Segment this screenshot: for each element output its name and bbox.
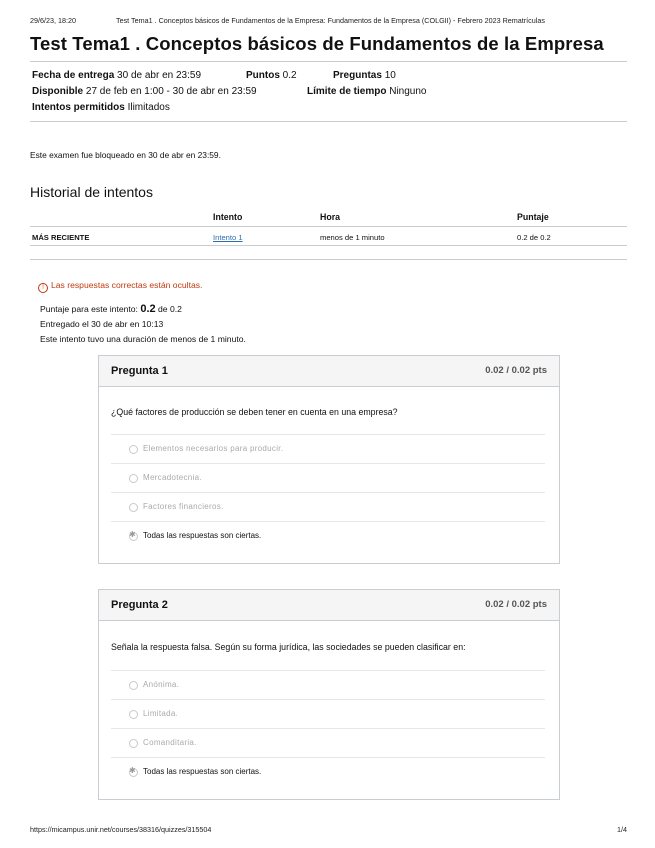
answer-label: Elementos necesarios para producir. (143, 444, 284, 453)
question-title: Pregunta 2 (111, 599, 168, 611)
question-points: 0.02 / 0.02 pts (485, 599, 547, 610)
answer-label: Mercadotecnia. (143, 473, 202, 482)
answer-option[interactable] (111, 670, 545, 699)
history-col-attempt: Intento (213, 212, 243, 222)
print-url: https://micampus.unir.net/courses/38316/quizzes/315504 (30, 825, 212, 834)
attempt-link[interactable]: Intento 1 (213, 233, 243, 242)
answer-label: Factores financieros. (143, 502, 224, 511)
radio-icon (129, 681, 138, 690)
question-card-1 (98, 355, 560, 564)
points-value: 0.2 (282, 70, 297, 81)
attempt-score: 0.2 de 0.2 (517, 233, 551, 242)
question-title: Pregunta 1 (111, 365, 168, 377)
hidden-answers-text: Las respuestas correctas están ocultas. (51, 280, 203, 290)
due-value: 30 de abr en 23:59 (117, 70, 202, 81)
question-text: ¿Qué factores de producción se deben tener en cuenta en una empresa? (111, 407, 398, 417)
attempt-score-summary (40, 303, 182, 315)
locked-notice: Este examen fue bloqueado en 30 de abr en 23:59. (30, 150, 221, 160)
question-header (99, 590, 559, 621)
due-date (32, 70, 201, 81)
points (246, 70, 297, 81)
questions-count (333, 70, 396, 81)
questions-label: Preguntas (333, 70, 382, 81)
history-row-divider (30, 245, 627, 246)
history-col-score: Puntaje (517, 212, 549, 222)
answer-label: Todas las respuestas son ciertas. (143, 531, 262, 540)
answer-label: Comanditaria. (143, 738, 197, 747)
history-bottom-divider (30, 259, 627, 260)
score-suffix: de 0.2 (158, 304, 182, 314)
due-label: Fecha de entrega (32, 70, 115, 81)
history-header-divider (30, 226, 627, 227)
answer-label: Anónima. (143, 680, 180, 689)
page-title: Test Tema1 . Conceptos básicos de Fundamentos de la Empresa (30, 33, 604, 54)
meta-divider (30, 121, 627, 122)
answer-option[interactable] (111, 463, 545, 492)
answer-option[interactable] (111, 699, 545, 728)
availability (32, 86, 257, 97)
question-card-2 (98, 589, 560, 800)
hidden-answers-notice (38, 280, 202, 293)
answer-option-selected[interactable] (111, 757, 545, 786)
title-divider (30, 61, 627, 62)
attempt-time: menos de 1 minuto (320, 233, 385, 242)
selected-radio-icon (129, 532, 138, 541)
radio-icon (129, 503, 138, 512)
allowed-attempts (32, 102, 170, 113)
answer-option-selected[interactable] (111, 521, 545, 550)
radio-icon (129, 739, 138, 748)
time-limit-label: Límite de tiempo (307, 86, 387, 97)
warning-icon: ! (38, 283, 48, 293)
questions-value: 10 (384, 70, 396, 81)
print-document-title: Test Tema1 . Conceptos básicos de Fundamentos de la Empresa: Fundamentos de la Empresa (COLGII) - Febrero 2023 Rematrículas (116, 16, 545, 25)
selected-radio-icon (129, 768, 138, 777)
answer-option[interactable] (111, 434, 545, 463)
available-label: Disponible (32, 86, 84, 97)
attempt-duration: Este intento tuvo una duración de menos de 1 minuto. (40, 334, 246, 344)
answer-option[interactable] (111, 492, 545, 521)
question-points: 0.02 / 0.02 pts (485, 365, 547, 376)
attempts-label: Intentos permitidos (32, 102, 125, 113)
points-label: Puntos (246, 70, 280, 81)
available-value: 27 de feb en 1:00 - 30 de abr en 23:59 (85, 86, 257, 97)
time-limit (307, 86, 427, 97)
radio-icon (129, 474, 138, 483)
answer-option[interactable] (111, 728, 545, 757)
score-prefix: Puntaje para este intento: (40, 304, 138, 314)
submitted-date: Entregado el 30 de abr en 10:13 (40, 319, 164, 329)
question-text: Señala la respuesta falsa. Según su forma jurídica, las sociedades se pueden clasificar en: (111, 642, 466, 652)
attempts-value: Ilimitados (127, 102, 170, 113)
answer-label: Todas las respuestas son ciertas. (143, 767, 262, 776)
time-limit-value: Ninguno (389, 86, 427, 97)
history-row-label: MÁS RECIENTE (32, 233, 90, 242)
answer-label: Limitada. (143, 709, 179, 718)
print-date: 29/6/23, 18:20 (30, 16, 76, 25)
question-header (99, 356, 559, 387)
print-page-number: 1/4 (617, 825, 627, 834)
radio-icon (129, 445, 138, 454)
history-col-time: Hora (320, 212, 341, 222)
radio-icon (129, 710, 138, 719)
history-heading: Historial de intentos (30, 184, 153, 200)
score-value: 0.2 (140, 303, 156, 315)
